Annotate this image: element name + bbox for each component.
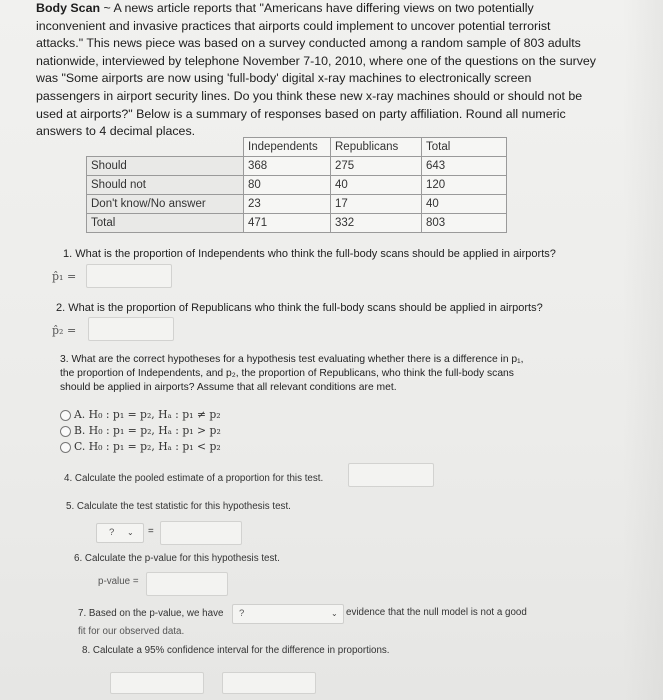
survey-table [86,137,507,233]
equals-sign: = [148,526,154,537]
table-header-cell: Total [422,138,507,157]
chevron-down-icon: ⌄ [331,609,338,618]
table-cell: 471 [244,214,331,233]
table-header-row [87,138,507,157]
test-statistic-input[interactable] [160,521,242,545]
question-2-text: 2. What is the proportion of Republicans who think the full-body scans should be applied in airports? [56,302,543,314]
table-cell: 120 [422,176,507,195]
p1-label: p̂₁ = [52,270,77,283]
evidence-select-value: ? [239,608,245,619]
test-statistic-select-value: ? [109,527,115,538]
table-cell: 23 [244,195,331,214]
table-cell: 368 [244,157,331,176]
table-cell: Should [87,157,244,176]
question-6-text: 6. Calculate the p-value for this hypothesis test. [74,553,280,564]
p-value-input[interactable] [146,572,228,596]
table-cell: 803 [422,214,507,233]
ci-lower-input[interactable] [110,672,204,694]
table-row [87,195,507,214]
question-1-text: 1. What is the proportion of Independents who think the full-body scans should be applied in airports? [63,248,556,260]
question-3-text-line2: the proportion of Independents, and p₂, the proportion of Republicans, who think the full-body scans [60,368,514,379]
table-cell: 643 [422,157,507,176]
table-cell: Total [87,214,244,233]
p1-input[interactable] [86,264,172,288]
question-3-text-line3: should be applied in airports? Assume that all relevant conditions are met. [60,382,397,393]
question-3-text-line1: 3. What are the correct hypotheses for a hypothesis test evaluating whether there is a difference in p₁, [60,354,524,365]
hypothesis-option-c[interactable] [60,440,221,453]
radio-a[interactable] [60,410,71,421]
question-7-text-part3: fit for our observed data. [78,626,185,637]
chevron-down-icon: ⌄ [127,528,134,537]
problem-description: ~ A news article reports that "Americans have differing views on two potentially inconvenient and invasive practices that airports could implement to uncover potential terrorist attacks." This news piece was based on a survey conducted among a random sample of 803 adults nationwide, interviewed by telephone November 7-10, 2010, where one of the questions on the survey was "Some airports are now using 'full-body' digital x-ray machines to electronically screen passengers in airport security lines. Do you think these new x-ray machines should or should not be used at airports?" Below is a summary of responses based on party affiliation. Round all numeric answers to 4 decimal places. [36,1,596,139]
table-cell: Should not [87,176,244,195]
table-cell: 80 [244,176,331,195]
table-cell: 40 [331,176,422,195]
table-cell: 332 [331,214,422,233]
problem-title: Body Scan [36,1,101,15]
photo-shadow [623,0,663,700]
table-cell: 275 [331,157,422,176]
hypothesis-option-a-label: A. H₀ : p₁ = p₂, Hₐ : p₁ ≠ p₂ [74,408,221,421]
hypothesis-option-a[interactable] [60,408,221,421]
ci-upper-input[interactable] [222,672,316,694]
question-4-text: 4. Calculate the pooled estimate of a proportion for this test. [64,473,324,484]
pooled-estimate-input[interactable] [348,463,434,487]
table-row [87,176,507,195]
p2-label: p̂₂ = [52,324,77,337]
table-cell: 17 [331,195,422,214]
table-row [87,214,507,233]
hypothesis-option-c-label: C. H₀ : p₁ = p₂, Hₐ : p₁ < p₂ [74,440,221,453]
table-header-cell: Independents [244,138,331,157]
p-value-label: p-value = [98,576,139,587]
p2-input[interactable] [88,317,174,341]
question-5-text: 5. Calculate the test statistic for this hypothesis test. [66,501,291,512]
test-statistic-select[interactable] [96,523,144,543]
table-row [87,157,507,176]
problem-intro [36,0,596,141]
question-7-text-part2: evidence that the null model is not a good [346,607,527,618]
table-cell: 40 [422,195,507,214]
radio-b[interactable] [60,426,71,437]
question-7-text-part1: 7. Based on the p-value, we have [78,608,224,619]
table-header-cell: Republicans [331,138,422,157]
hypothesis-option-b-label: B. H₀ : p₁ = p₂, Hₐ : p₁ > p₂ [74,424,221,437]
table-cell: Don't know/No answer [87,195,244,214]
table-header-cell [87,138,244,157]
radio-c[interactable] [60,442,71,453]
question-8-text: 8. Calculate a 95% confidence interval for the difference in proportions. [82,645,390,656]
evidence-select[interactable] [232,604,344,624]
hypothesis-option-b[interactable] [60,424,221,437]
